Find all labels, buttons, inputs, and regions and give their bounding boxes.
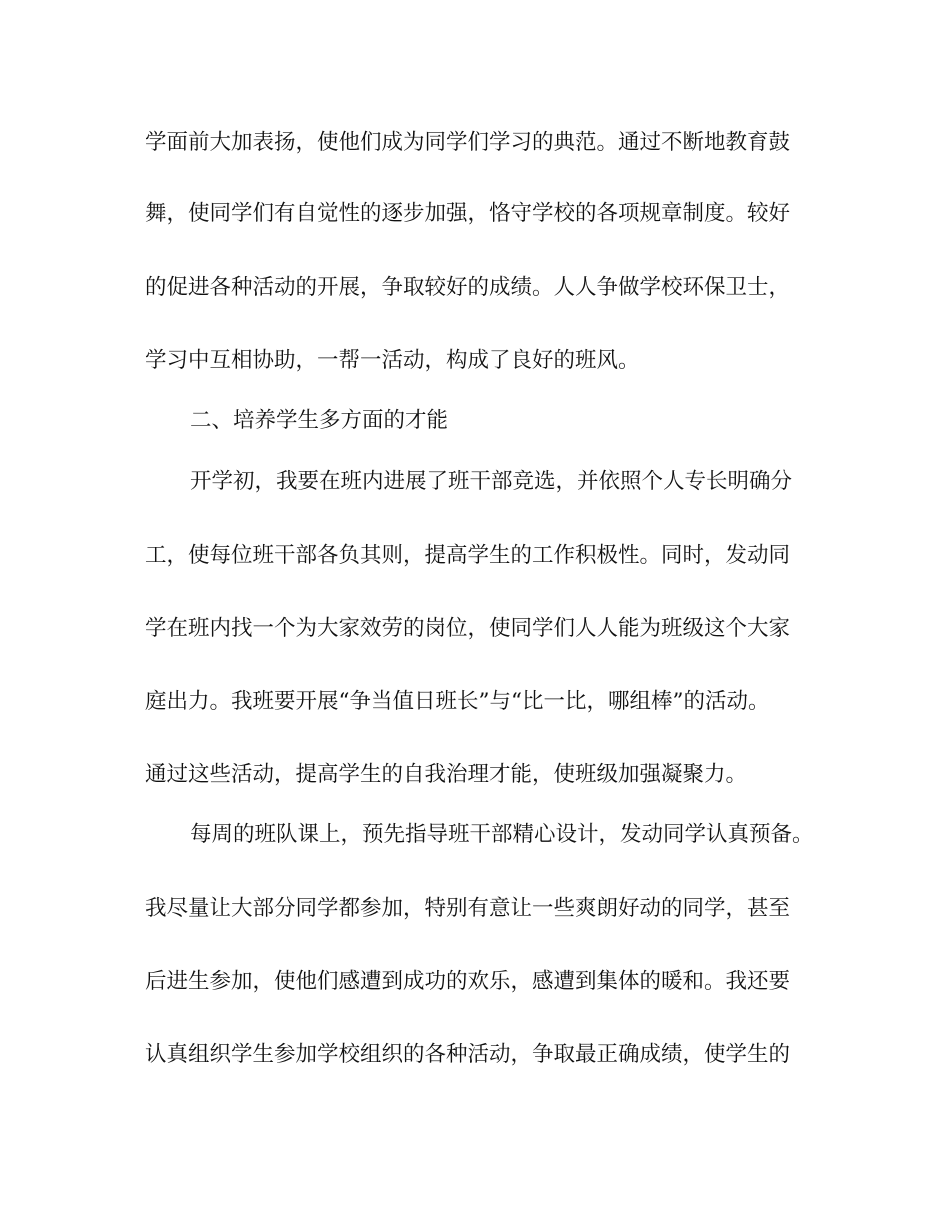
text-line: 认真组织学生参加学校组织的各种活动，争取最正确成绩，使学生的 <box>145 1042 791 1067</box>
text-line: 庭出力。我班要开展“争当值日班长”与“比一比，哪组棒”的活动。 <box>145 689 770 714</box>
text-line: 我尽量让大部分同学都参加，特别有意让一些爽朗好动的同学，甚至 <box>145 896 791 921</box>
text-line: 后进生参加，使他们感遭到成功的欢乐，感遭到集体的暖和。我还要 <box>145 969 791 994</box>
text-line: 学习中互相协助，一帮一活动，构成了良好的班风。 <box>145 348 640 373</box>
text-line: 工，使每位班干部各负其则，提高学生的工作积极性。同时，发动同 <box>145 543 791 568</box>
section-heading: 二、培养学生多方面的才能 <box>190 408 449 433</box>
text-line: 通过这些活动，提高学生的自我治理才能，使班级加强凝聚力。 <box>145 762 748 787</box>
text-line: 开学初，我要在班内进展了班干部竞选，并依照个人专长明确分 <box>190 469 793 494</box>
text-line: 学在班内找一个为大家效劳的岗位，使同学们人人能为班级这个大家 <box>145 616 791 641</box>
text-line: 学面前大加表扬，使他们成为同学们学习的典范。通过不断地教育鼓 <box>145 130 791 155</box>
text-line: 每周的班队课上，预先指导班干部精心设计，发动同学认真预备。 <box>190 822 814 847</box>
text-line: 舞，使同学们有自觉性的逐步加强，恪守学校的各项规章制度。较好 <box>145 201 791 226</box>
text-line: 的促进各种活动的开展，争取较好的成绩。人人争做学校环保卫士， <box>145 275 791 300</box>
